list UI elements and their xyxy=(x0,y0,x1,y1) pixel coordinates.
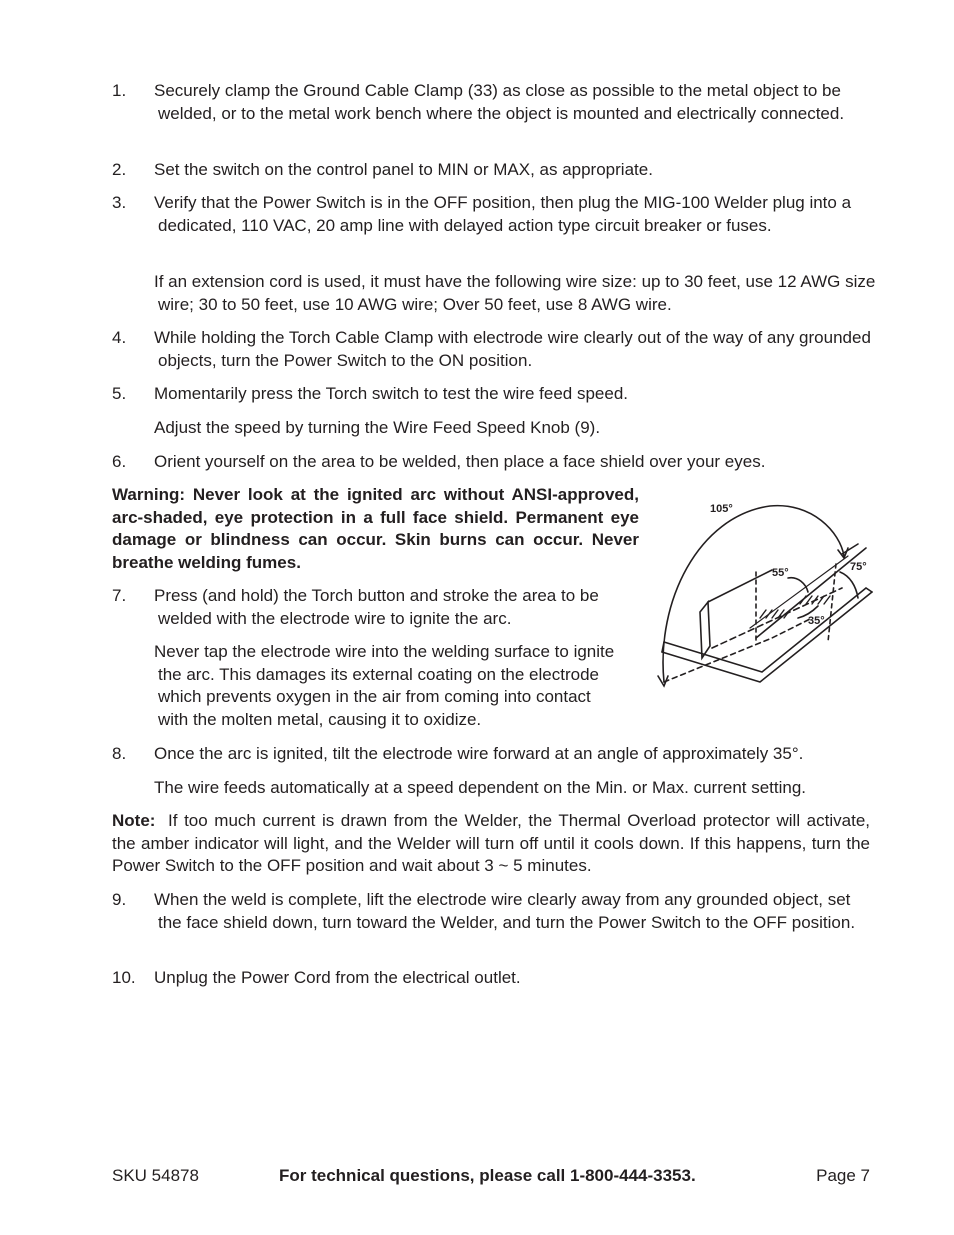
step-7 xyxy=(112,585,618,630)
step-subtext: The wire feeds automatically at a speed dependent on the Min. or Max. current setting. xyxy=(154,778,807,797)
step-text: Momentarily press the Torch switch to test the wire feed speed. xyxy=(154,384,629,403)
page-number: Page 7 xyxy=(816,1166,870,1185)
step-subtext: Never tap the electrode wire into the welding surface to ignite the arc. This damages its external coating on the electrode which prevents oxygen in the air from coming into contact with the molten metal, causing it to oxidize. xyxy=(154,642,615,729)
step-10 xyxy=(112,967,872,990)
step-3-note xyxy=(154,271,876,316)
step-text: Unplug the Power Cord from the electrical outlet. xyxy=(154,968,521,987)
step-text: Set the switch on the control panel to MIN or MAX, as appropriate. xyxy=(154,160,653,179)
step-subtext: If an extension cord is used, it must have the following wire size: up to 30 feet, use 12 AWG size wire; 30 to 50 feet, use 10 AWG wire; Over 50 feet, use 8 AWG wire. xyxy=(154,272,876,314)
step-5-note xyxy=(154,417,876,440)
step-text: Securely clamp the Ground Cable Clamp (33) as close as possible to the metal object to be welded, or to the metal work bench where the object is mounted and electrically connected. xyxy=(154,81,845,123)
step-8-note xyxy=(154,777,876,800)
step-3 xyxy=(112,192,872,237)
step-2 xyxy=(112,159,872,182)
angle-label-55: 55° xyxy=(772,567,789,579)
step-6 xyxy=(112,451,872,474)
step-number: 6. xyxy=(112,452,127,471)
support-phone-text: For technical questions, please call 1-800-444-3353. xyxy=(279,1166,696,1185)
welding-angle-diagram xyxy=(652,492,878,698)
step-number: 5. xyxy=(112,384,127,403)
note-label: Note: xyxy=(112,811,156,830)
step-number: 9. xyxy=(112,890,127,909)
step-number: 10. xyxy=(112,968,136,987)
step-4 xyxy=(112,327,872,372)
angle-label-75: 75° xyxy=(850,561,867,573)
step-text: Once the arc is ignited, tilt the electrode wire forward at an angle of approximately 35°. xyxy=(154,744,804,763)
step-5 xyxy=(112,383,872,406)
sku-number: SKU 54878 xyxy=(112,1166,199,1185)
note-paragraph xyxy=(112,810,870,878)
step-number: 3. xyxy=(112,193,127,212)
step-subtext: Adjust the speed by turning the Wire Feed Speed Knob (9). xyxy=(154,418,601,437)
note-text: If too much current is drawn from the Welder, the Thermal Overload protector will activate, the amber indicator will light, and the Welder will turn off until it cools down. If this happens, turn the Power Switch to the OFF position and wait about 3 ~ 5 minutes. xyxy=(112,811,870,876)
page-footer xyxy=(112,1165,870,1189)
step-number: 2. xyxy=(112,160,127,179)
step-number: 4. xyxy=(112,328,127,347)
step-text: Press (and hold) the Torch button and stroke the area to be welded with the electrode wire to ignite the arc. xyxy=(154,586,599,628)
step-7-note xyxy=(154,641,622,731)
step-number: 7. xyxy=(112,586,127,605)
welding-angle-illustration xyxy=(652,492,878,698)
step-number: 8. xyxy=(112,744,127,763)
step-number: 1. xyxy=(112,81,127,100)
step-9 xyxy=(112,889,872,934)
step-text: When the weld is complete, lift the electrode wire clearly away from any grounded object, set the face shield down, turn toward the Welder, and turn the Power Switch to the OFF position. xyxy=(154,890,856,932)
angle-label-105: 105° xyxy=(710,503,733,515)
warning-text: Warning: Never look at the ignited arc without ANSI-approved, arc-shaded, eye protection in a full face shield. Permanent eye damage or blindness can occur. Skin burns can occur. Never breathe welding fumes. xyxy=(112,485,639,572)
step-text: While holding the Torch Cable Clamp with electrode wire clearly out of the way of any grounded objects, turn the Power Switch to the ON position. xyxy=(154,328,871,370)
step-1 xyxy=(112,80,872,125)
step-text: Orient yourself on the area to be welded, then place a face shield over your eyes. xyxy=(154,452,766,471)
step-8 xyxy=(112,743,872,766)
step-text: Verify that the Power Switch is in the OFF position, then plug the MIG-100 Welder plug into a dedicated, 110 VAC, 20 amp line with delayed action type circuit breaker or fuses. xyxy=(154,193,852,235)
angle-label-35: 35° xyxy=(808,615,825,627)
